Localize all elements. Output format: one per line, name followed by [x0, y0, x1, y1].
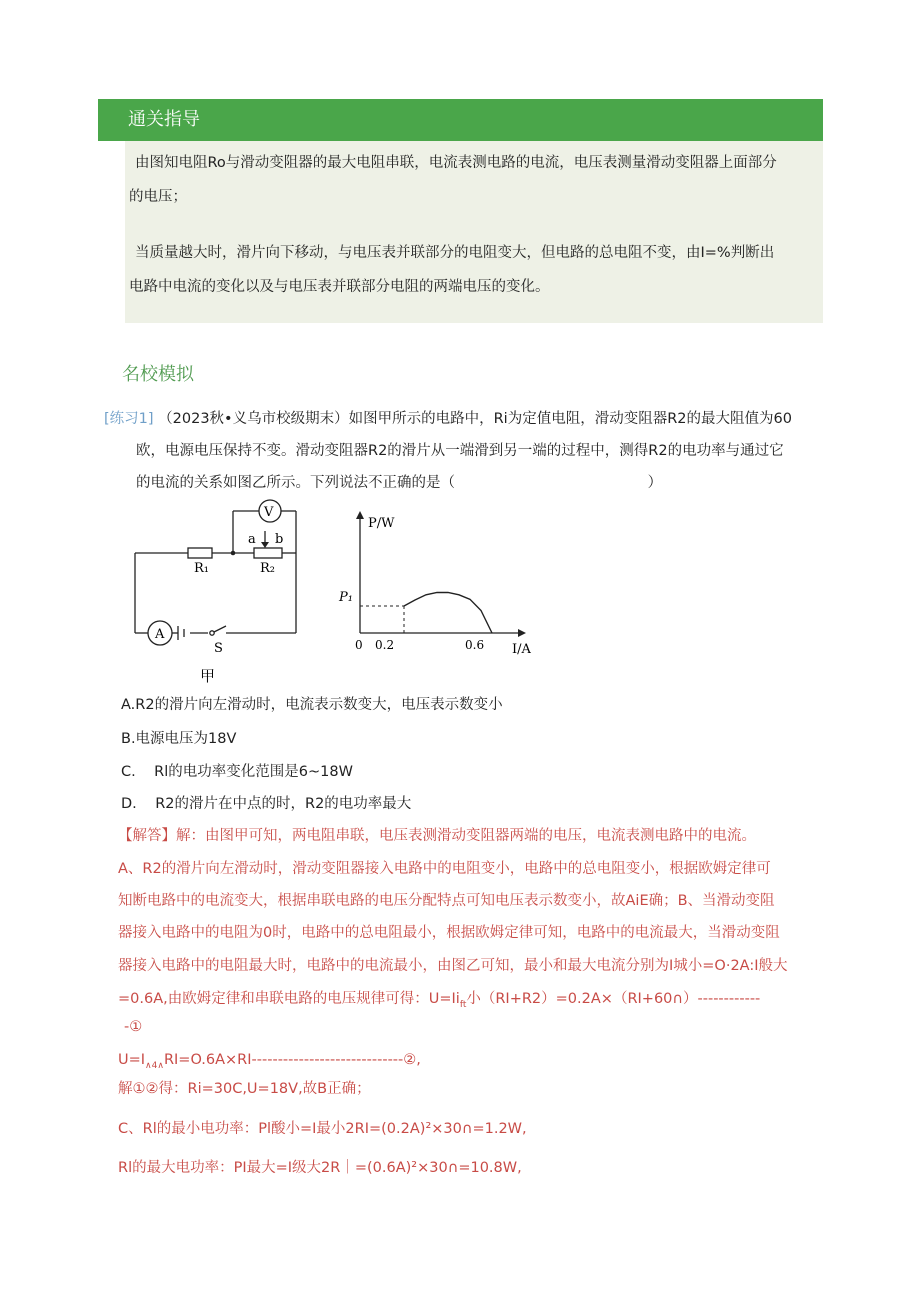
ammeter-label: A: [155, 627, 165, 642]
answer-line-11: Rl的最大电功率：PI最大=I级大2R｜=(0.6A)²×30∩=10.8W,: [118, 1160, 522, 1176]
r1-label: R₁: [194, 561, 209, 576]
question-line-1: [104, 407, 792, 428]
question-text-1: （2023秋•义乌市校级期末）如图甲所示的电路中，Ri为定值电阻，滑动变阻器R2的最大阻值为60: [158, 411, 792, 427]
graph: [360, 519, 518, 633]
answer-line-2: A、R2的滑片向左滑动时，滑动变阻器接入电路中的电阻变小，电路中的总电阻变小，根据欧姆定律可: [118, 861, 771, 877]
answer-line-10: C、Rl的最小电功率：Pl酸小=I最小2RI=(0.2A)²×30∩=1.2W,: [118, 1121, 527, 1137]
guide-p2-line2: 电路中电流的变化以及与电压表并联部分电阻的两端电压的变化。: [129, 279, 550, 295]
answer-line-8: [118, 1052, 421, 1071]
answer-label: 【解答】: [118, 828, 176, 844]
answer-sub-6: ft: [459, 999, 467, 1010]
question-text-3: 的电流的关系如图乙所示。下列说法不正确的是（: [136, 475, 455, 491]
answer-sub-8: ∧4∧: [145, 1060, 164, 1071]
answer-line-9: 解①②得：Ri=30C,U=18V,故B正确；: [118, 1081, 371, 1097]
answer-text-6-end: 小（RI+R2）=0.2A×（RI+60∩）------------: [466, 991, 761, 1007]
guide-paragraph-1: [129, 146, 819, 214]
figure-svg: [120, 495, 550, 690]
answer-line-5: 器接入电路中的电阻最大时，电路中的电流最小，由图乙可知，最小和最大电流分别为I城小=O·2A:I般大: [118, 958, 788, 974]
x-tick-0-2: 0.2: [375, 638, 395, 652]
p1-guide-lines: [360, 606, 404, 633]
answer-line-1: [118, 824, 756, 845]
question-line-2: 欧，电源电压保持不变。滑动变阻器R2的滑片从一端滑到另一端的过程中，测得R2的电功率与通过它: [136, 443, 784, 459]
p1-tick-label: P₁: [339, 590, 353, 605]
option-c: C. Rl的电功率变化范围是6~18W: [121, 764, 353, 780]
option-b: B.电源电压为18V: [121, 731, 237, 747]
guide-title-banner: 通关指导: [98, 99, 823, 141]
x-axis-arrow: [518, 629, 526, 637]
y-axis-label: P/W: [368, 516, 395, 531]
question-tag: [练习1]: [104, 411, 154, 427]
guide-p1-line2: 的电压；: [129, 189, 187, 205]
answer-line-6: [118, 987, 760, 1010]
circuit-caption: 甲: [200, 667, 216, 685]
figure: [120, 495, 550, 694]
slider-arrow-head: [261, 542, 269, 548]
guide-p1-line1: 由图知电阻Ro与滑动变阻器的最大电阻串联，电流表测电路的电流，电压表测量滑动变阻器上面部分: [135, 155, 777, 171]
answer-text-6: =0.6A,由欧姆定律和串联电路的电压规律可得：U=Ii: [118, 991, 460, 1007]
answer-text-8-end: RI=O.6A×RI-----------------------------②,: [163, 1052, 421, 1068]
answer-line-3: 知断电路中的电流变大，根据串联电路的电压分配特点可知电压表示数变小，故AiE确；B、当滑动变阻: [118, 893, 775, 909]
power-current-curve: [404, 593, 492, 634]
answer-text-8: U=I: [118, 1052, 146, 1068]
section-title: 名校模拟: [122, 364, 194, 385]
answer-line-7: -①: [124, 1019, 143, 1035]
question-line-3: [136, 471, 662, 492]
option-a: A.R2的滑片向左滑动时，电流表示数变大，电压表示数变小: [121, 697, 503, 713]
x-axis-label: I/A: [512, 642, 531, 657]
guide-p2-line1: 当质量越大时，滑片向下移动，与电压表并联部分的电阻变大，但电路的总电阻不变，由I=%判断出: [135, 245, 775, 261]
x-tick-0-6: 0.6: [465, 638, 485, 652]
x-tick-0: 0: [355, 638, 363, 652]
junction-dot: [231, 551, 236, 556]
answer-line-4: 器接入电路中的电阻为0时，电路中的总电阻最小，根据欧姆定律可知，电路中的电流最大，当滑动变阻: [118, 925, 780, 941]
guide-paragraph-2: [129, 236, 819, 304]
option-d: D. R2的滑片在中点的时，R2的电功率最大: [121, 796, 412, 812]
slider-a-label: a: [248, 532, 256, 547]
voltmeter-label: V: [264, 505, 274, 520]
switch-label: S: [214, 641, 223, 656]
question-paren-close: ）: [647, 475, 663, 491]
answer-text-1: 解：由图甲可知，两电阻串联，电压表测滑动变阻器两端的电压，电流表测电路中的电流。: [176, 828, 756, 844]
y-axis-arrow: [356, 511, 364, 519]
slider-b-label: b: [275, 532, 284, 547]
r2-label: R₂: [260, 561, 275, 576]
